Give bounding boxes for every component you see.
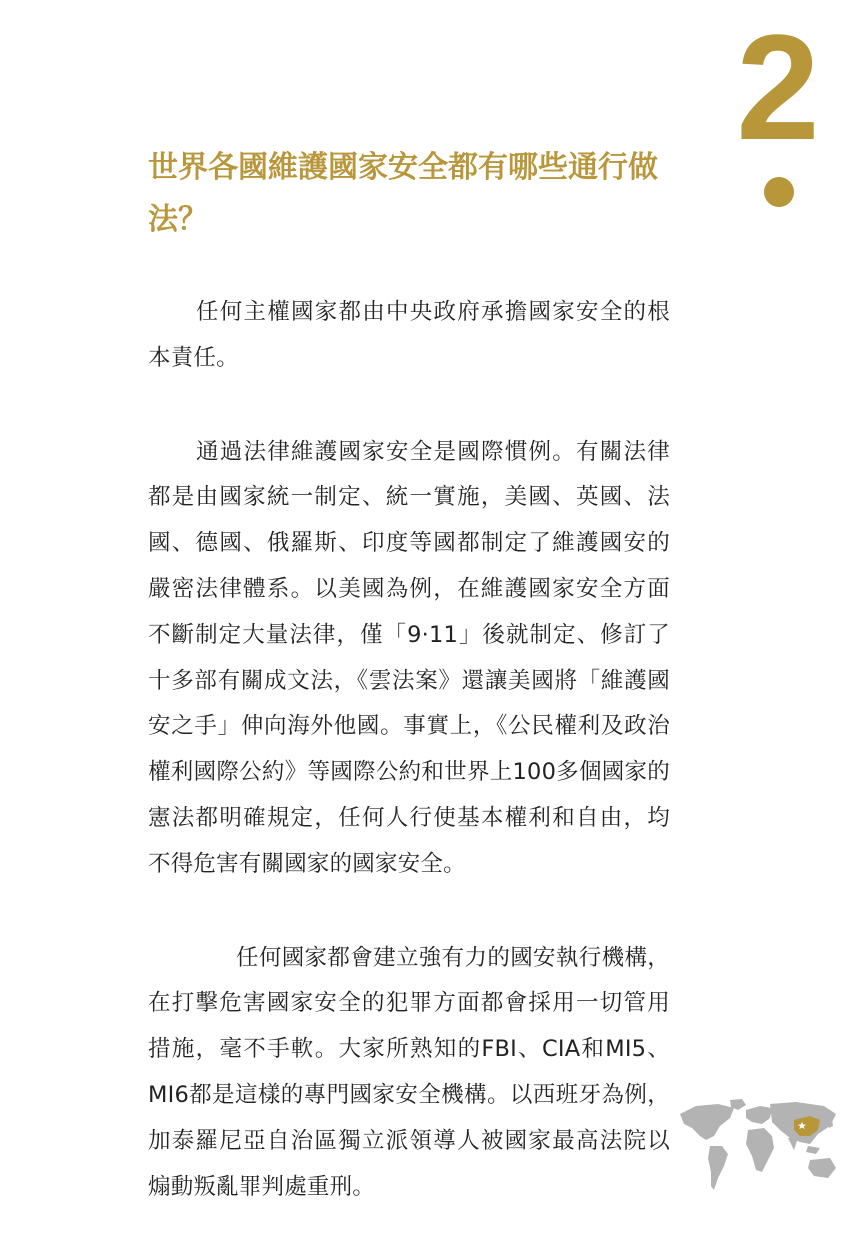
paragraph-2: 通過法律維護國家安全是國際慣例。有關法律都是由國家統一制定、統一實施，美國、英國、法國、德國、俄羅斯、印度等國都制定了維護國安的嚴密法律體系。以美國為例，在維護國家安全方面不斷制定大量法律，僅「9‧11」後就制定、修訂了十多部有關成文法，《雲法案》還讓美國將「維護國安之手」伸向海外他國。事實上，《公民權利及政治權利國際公約》等國際公約和世界上100多個國家的憲法都明確規定，任何人行使基本權利和自由，均不得危害有關國家的國家安全。 — [148, 438, 670, 877]
paragraph-1: 任何主權國家都由中央政府承擔國家安全的根本責任。 — [148, 299, 670, 371]
accent-dot — [764, 177, 794, 207]
section-title: 世界各國維護國家安全都有哪些通行做法？ — [148, 150, 658, 237]
world-map-icon — [676, 1096, 842, 1196]
body-text — [148, 290, 670, 1258]
section-number: 2 — [736, 3, 820, 171]
paragraph-3: 任何國家都會建立強有力的國安執行機構，在打擊危害國家安全的犯罪方面都會採用一切管用措施，毫不手軟。大家所熟知的FBI、CIA和MI5、MI6都是這樣的專門國家安全機構。以西班牙為例，加泰羅尼亞自治區獨立派領導人被國家最高法院以煽動叛亂罪判處重刑。 — [148, 944, 670, 1200]
